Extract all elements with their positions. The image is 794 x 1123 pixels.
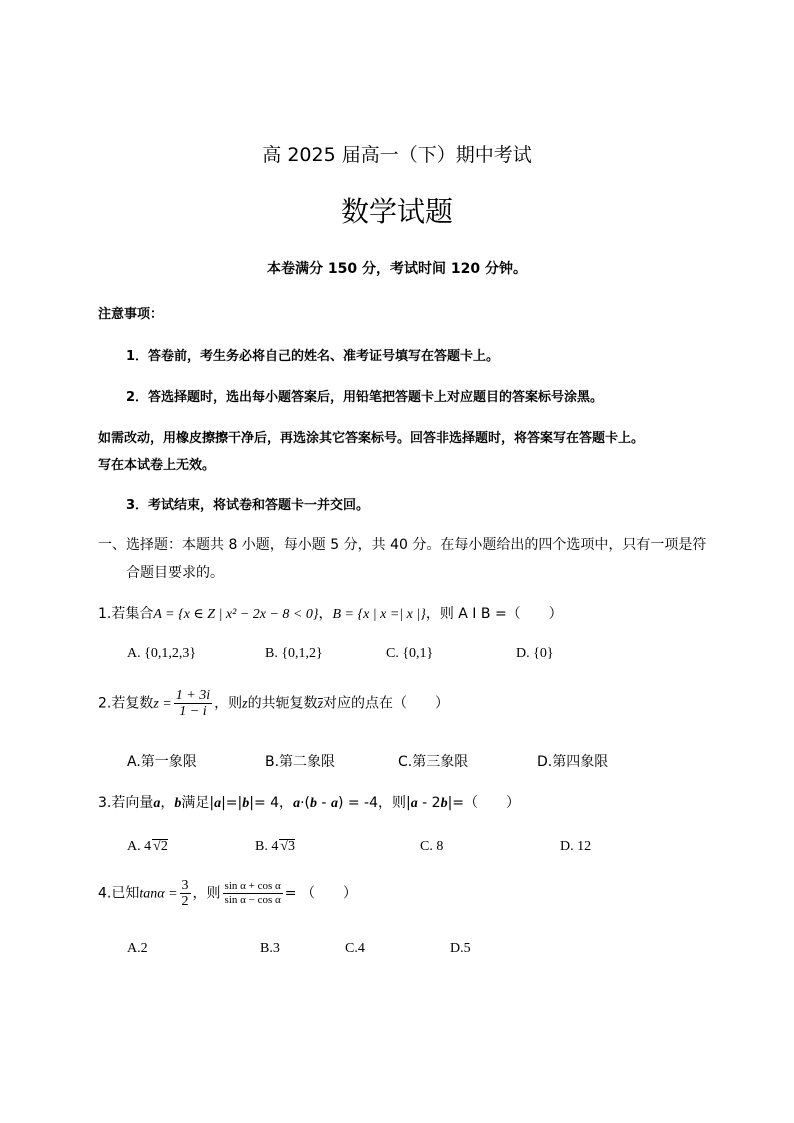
note-item-3: 3．考试结束，将试卷和答题卡一并交回。 (126, 498, 370, 513)
q3-cond1b: |=| (221, 795, 243, 811)
q2-option-d: D.第四象限 (537, 754, 609, 770)
exam-title: 高 2025 届高一（下）期中考试 (262, 144, 532, 166)
q3-vec-b-2: b (242, 796, 250, 811)
q4-option-b: B.3 (260, 941, 280, 956)
q3-rad3: 3 (288, 839, 296, 854)
q3-option-a (127, 839, 168, 855)
q2-prefix: 2.若复数 (98, 695, 154, 712)
q4-mid: ，则 (192, 885, 221, 902)
q3-option-b-label: B. 4 (255, 839, 279, 854)
q3-dot: ·( (300, 795, 310, 811)
q2-numerator: 1 + 3i (175, 688, 211, 703)
q4-option-a: A.2 (127, 941, 148, 956)
question-1 (98, 603, 563, 623)
q2-option-b: B.第二象限 (265, 754, 336, 770)
q2-z: z (242, 696, 248, 712)
q4-tan-numerator: 3 (181, 878, 189, 893)
note-item-2-cont2: 写在本试卷上无效。 (98, 458, 216, 473)
q3-minus-2: - 2 (417, 795, 441, 811)
q3-cond1c: |= 4， (249, 795, 294, 811)
q3-vec-a-3: a (293, 796, 301, 811)
q2-z-conjugate: z (317, 696, 324, 712)
q3-option-a-label: A. 4 (127, 839, 152, 854)
q1-set-a: A = {x ∈ Z | x² − 2x − 8 < 0} (153, 607, 319, 622)
q3-option-a-radicand: √2 (153, 839, 168, 854)
q3-cond2: ) = -4，则| (337, 795, 411, 811)
q3-vec-a-2: a (214, 796, 222, 811)
section1-heading-cont: 合题目要求的。 (126, 565, 224, 581)
q3-option-b (255, 839, 295, 855)
q3-minus: - (316, 795, 331, 811)
q1-set-b: B = {x | x =| x |} (332, 607, 426, 622)
q3-vec-b-4: b (440, 796, 448, 811)
q3-ask: |=（ ） (447, 795, 521, 811)
section1-heading: 一、选择题：本题共 8 小题，每小题 5 分，共 40 分。在每小题给出的四个选项中，只有一项是符 (98, 537, 707, 553)
q2-mid2: 的共轭复数 (247, 695, 318, 712)
q3-vec-a: a (153, 796, 161, 811)
q4-numerator: sin α + cos α (224, 880, 281, 892)
q4-denominator: sin α − cos α (224, 894, 281, 906)
q1-option-d: D. {0} (516, 646, 554, 661)
q2-denominator: 1 − i (179, 704, 207, 719)
note-item-1: 1．答卷前，考生务必将自己的姓名、准考证号填写在答题卡上。 (126, 349, 500, 364)
notes-heading: 注意事项： (98, 307, 164, 322)
question-3 (98, 792, 520, 812)
q4-ask: = （ ） (284, 885, 357, 902)
q4-fraction (223, 880, 283, 907)
q3-option-c: C. 8 (420, 839, 444, 854)
q2-fraction (174, 688, 212, 719)
q3-rad2: 2 (160, 839, 168, 854)
exam-info: 本卷满分 150 分，考试时间 120 分钟。 (267, 261, 527, 277)
q3-comma: ， (160, 795, 175, 811)
q3-prefix: 3.若向量 (98, 795, 154, 811)
q2-mid: ，则 (214, 695, 243, 712)
q4-option-c: C.4 (345, 941, 365, 956)
q2-z-eq: z = (153, 696, 172, 712)
q3-vec-b: b (174, 796, 182, 811)
q2-option-a: A.第一象限 (127, 754, 197, 770)
q3-vec-a-4: a (330, 796, 338, 811)
q3-vec-b-3: b (309, 796, 317, 811)
q3-cond1: 满足| (181, 795, 215, 811)
q1-option-b: B. {0,1,2} (265, 646, 323, 661)
q1-option-a: A. {0,1,2,3} (127, 646, 197, 661)
q2-ask: 对应的点在（ ） (323, 695, 450, 712)
question-2 (98, 688, 449, 719)
q3-option-b-radicand: √3 (280, 839, 296, 854)
q1-option-c: C. {0,1} (386, 646, 434, 661)
note-item-2: 2．答选择题时，选出每小题答案后，用铅笔把答题卡上对应题目的答案标号涂黑。 (126, 390, 604, 405)
subject-title: 数学试题 (340, 195, 453, 228)
q4-tan-denominator: 2 (181, 894, 189, 909)
q1-ask: ，则 A I B =（ ） (425, 606, 563, 622)
question-4 (98, 878, 357, 909)
q1-sep: ， (318, 606, 333, 622)
q3-option-d: D. 12 (560, 839, 592, 854)
q4-option-d: D.5 (450, 941, 471, 956)
q1-prefix: 1.若集合 (98, 606, 154, 622)
q3-vec-a-5: a (410, 796, 418, 811)
q4-tan: tanα = (139, 886, 178, 902)
q4-tan-fraction (180, 878, 191, 909)
note-item-2-cont1: 如需改动，用橡皮擦擦干净后，再选涂其它答案标号。回答非选择题时，将答案写在答题卡上。 (98, 431, 645, 446)
q4-prefix: 4.已知 (98, 885, 140, 902)
q2-option-c: C.第三象限 (398, 754, 469, 770)
